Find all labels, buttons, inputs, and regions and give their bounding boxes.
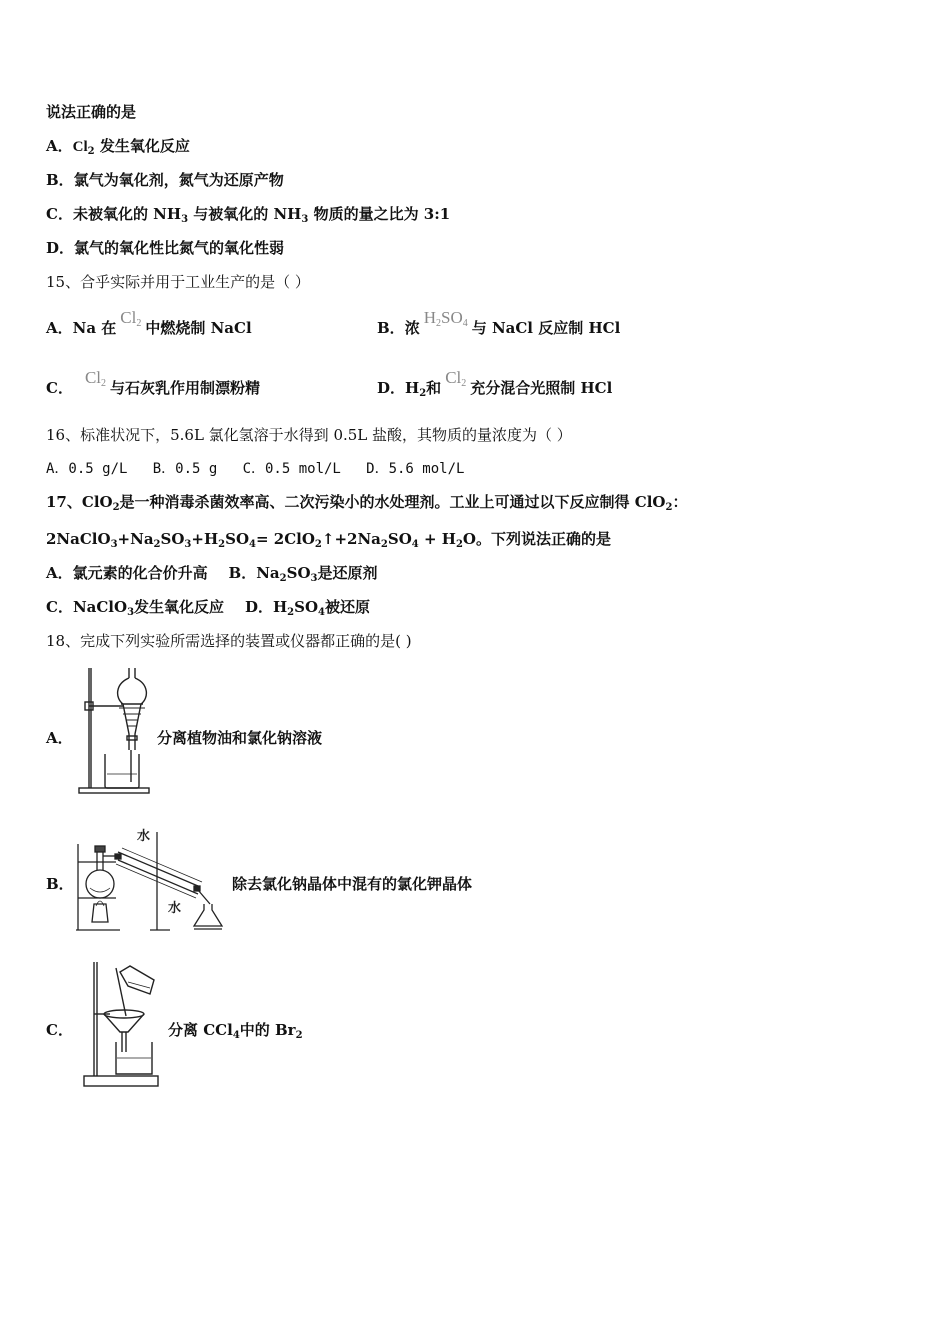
h2so4-formula-image: $H_2SO_4$ [423,308,468,329]
distillation-apparatus [70,826,230,934]
separatory-funnel-apparatus [75,664,157,796]
q15-stem: 15、合乎实际并用于工业生产的是（ ） [46,273,310,291]
q14-option-a: A．$Cl_2$ 发生氧化反应 [46,137,190,157]
q18-option-c-text: 分离 CCl$_4$中的 $Br_2$ [168,1021,303,1041]
q15-option-c: C．$Cl_2$ 与石灰乳作用制漂粉精 [46,368,261,397]
cl2-formula-image: $Cl_2$ [120,308,142,329]
q15-option-b: B．浓$H_2SO_4$ 与 NaCl 反应制 HCl [377,308,621,337]
q15-option-d: D．$H_2$和$Cl_2$ 充分混合光照制 HCl [377,368,613,399]
q14-option-c: C．未被氧化的 $NH_3$ 与被氧化的 $NH_3$ 物质的量之比为 3:1 [46,205,451,225]
q18-option-a-text: 分离植物油和氯化钠溶液 [157,729,323,747]
q17-options-ab: A．氯元素的化合价升高 B．$Na_2SO_3$是还原剂 [46,564,378,584]
water-in-label: 水 [168,901,182,916]
q17-stem: 17、ClO$_2$是一种消毒杀菌效率高、二次污染小的水处理剂。工业上可通过以下反应制得 ClO$_2$： [46,493,688,513]
q16-stem: 16、标准状况下，5.6L 氯化氢溶于水得到 0.5L 盐酸，其物质的量浓度为（ ） [46,426,572,444]
cl2-formula-image: $Cl_2$ [445,368,467,389]
cl2-formula-image: $Cl_2$ [84,368,107,389]
q18-option-b-text: 除去氯化钠晶体中混有的氯化钾晶体 [232,875,473,893]
q16-options: A．0.5 g/L B．0.5 g C．0.5 mol/L D．5.6 mol/L [46,461,465,477]
q17-equation: $2NaClO_3+Na_2SO_3+H_2SO_4=$ $2ClO_2↑+2Na_2SO_4 + H_2O$。下列说法正确的是 [46,530,611,550]
water-out-label: 水 [137,829,151,844]
filtration-apparatus [80,958,164,1090]
q18-option-a-label: A． [46,729,73,747]
q14-option-b: B．氯气为氧化剂，氮气为还原产物 [46,171,284,189]
q18-stem: 18、完成下列实验所需选择的装置或仪器都正确的是( ) [46,632,412,650]
q14-stem-tail: 说法正确的是 [46,103,137,121]
q14-option-d: D．氯气的氧化性比氮气的氧化性弱 [46,239,285,257]
q17-options-cd: C．NaClO$_3$发生氧化反应 D．$H_2SO_4$被还原 [46,598,370,618]
q15-option-a: A．Na 在$Cl_2$ 中燃烧制 NaCl [46,308,252,337]
q18-option-c-label: C． [46,1021,73,1039]
q18-option-b-label: B． [46,875,74,893]
